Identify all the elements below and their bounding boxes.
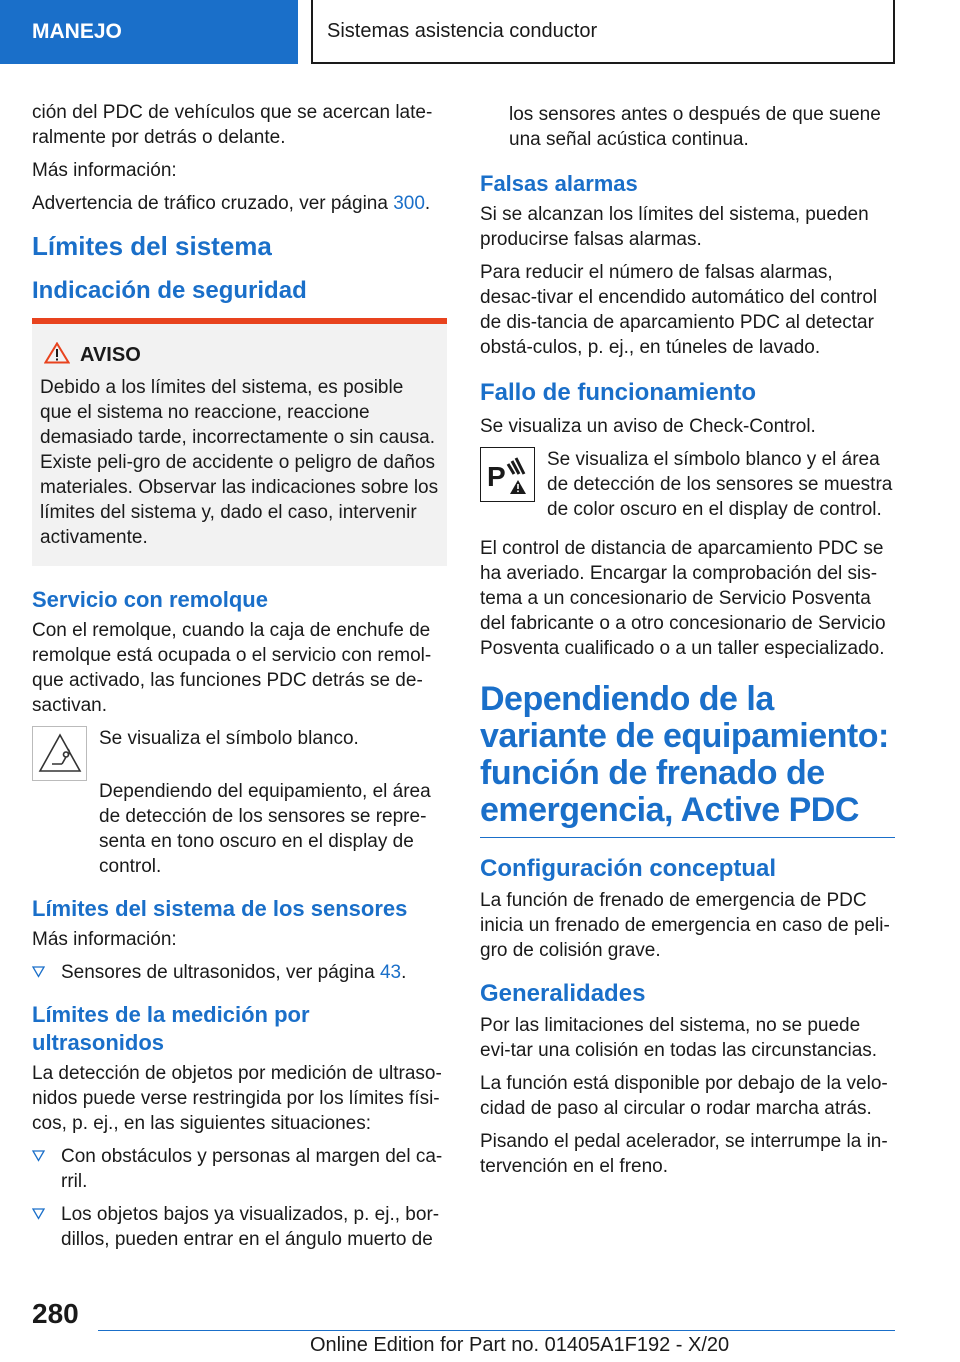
svg-text:P: P bbox=[486, 460, 506, 492]
left-column bbox=[32, 100, 447, 1260]
paragraph: Para reducir el número de falsas alarmas, desac-tivar el encendido automático del control de dis-tancia de aparcamiento PDC al detectar obstá-culos, p. ej., en túneles de lavado. bbox=[480, 262, 878, 358]
paragraph-with-link bbox=[32, 191, 447, 216]
icon-description bbox=[547, 447, 895, 526]
icon-description bbox=[99, 726, 359, 781]
sensor-list bbox=[32, 960, 447, 985]
punctuation: . bbox=[424, 193, 431, 214]
heading-safety-note: Indicación de seguridad bbox=[32, 277, 307, 304]
heading-sensor-limits: Límites del sistema de los sensores bbox=[32, 896, 408, 921]
heading-concept: Configuración conceptual bbox=[480, 855, 777, 882]
footer-rule bbox=[98, 1330, 895, 1331]
right-column bbox=[480, 102, 895, 1187]
page-number: 280 bbox=[32, 1298, 79, 1329]
list-item bbox=[32, 960, 447, 985]
paragraph: ción del PDC de vehículos que se acercan late-ralmente por detrás o delante. bbox=[32, 102, 433, 148]
paragraph: La función está disponible por debajo de la velo-cidad de paso al circular o rodar marcha atrás. bbox=[480, 1073, 888, 1119]
paragraph: Con el remolque, cuando la caja de enchufe de remolque está ocupada o el servicio con remol-que activado, las funciones PDC detrás se de-sactivan. bbox=[32, 620, 432, 716]
list-item-text: Sensores de ultrasonidos, ver página bbox=[61, 962, 380, 983]
triangle-bullet-icon bbox=[32, 1207, 45, 1220]
list-item bbox=[32, 1202, 447, 1252]
paragraph: El control de distancia de aparcamiento PDC se ha averiado. Encargar la comprobación del sis-tema a un concesionario de Servicio Posventa del fabricante o a otro concesionario de Servicio Posventa cualificado o a un taller especializado. bbox=[480, 538, 886, 659]
fault-icon-row bbox=[480, 447, 895, 526]
warning-triangle-icon bbox=[44, 342, 70, 369]
header-section-tab bbox=[0, 0, 298, 64]
list-item-text: Los objetos bajos ya visualizados, p. ej., bor-dillos, pueden entrar en el ángulo muerto de bbox=[61, 1204, 440, 1250]
paragraph-text: Advertencia de tráfico cruzado, ver página bbox=[32, 193, 394, 214]
heading-rule bbox=[480, 837, 895, 838]
ultrasonic-list bbox=[32, 1144, 447, 1252]
paragraph: Se visualiza el símbolo blanco y el área de detección de los sensores se muestra de color oscuro en el display de control. bbox=[547, 449, 893, 520]
paragraph: Por las limitaciones del sistema, no se puede evi-tar una colisión en todas las circunstancias. bbox=[480, 1015, 878, 1061]
heading-system-limits: Límites del sistema bbox=[32, 231, 272, 261]
heading-emergency-braking-variant: Dependiendo de la variante de equipamiento: función de frenado de emergencia, Active PDC bbox=[480, 680, 889, 829]
warning-box bbox=[32, 318, 447, 566]
icon-description-continued: Dependiendo del equipamiento, el área de detección de los sensores se repre-senta en tono oscuro en el display de control. bbox=[99, 781, 431, 877]
warning-title: AVISO bbox=[80, 344, 141, 366]
warning-header bbox=[40, 342, 439, 369]
heading-trailer-mode: Servicio con remolque bbox=[32, 587, 268, 612]
list-item bbox=[32, 1144, 447, 1194]
header-chapter-tab bbox=[311, 0, 895, 64]
warning-text: Debido a los límites del sistema, es posible que el sistema no reaccione, reaccione demasiado tarde, incorrectamente o sin causa. Existe peli-gro de accidente o peligro de daños materiales. Observar las indicaciones sobre los límites del sistema y, dado el caso, intervenir activamente. bbox=[40, 377, 439, 548]
heading-malfunction: Fallo de funcionamiento bbox=[480, 379, 757, 406]
heading-general: Generalidades bbox=[480, 980, 646, 1007]
paragraph: Pisando el pedal acelerador, se interrumpe la in-tervención en el freno. bbox=[480, 1131, 888, 1177]
paragraph-continued: los sensores antes o después de que suene una señal acústica continua. bbox=[509, 104, 881, 150]
footer-edition: Online Edition for Part no. 01405A1F192 - X/20 bbox=[310, 1334, 730, 1356]
list-item-text: Con obstáculos y personas al margen del ca-rril. bbox=[61, 1146, 443, 1192]
page-link-300[interactable]: 300 bbox=[393, 193, 425, 214]
paragraph: La detección de objetos por medición de ultraso-nidos puede verse restringida por los límites físi-cos, p. ej., en las siguientes situaciones: bbox=[32, 1063, 442, 1134]
pdc-fault-icon bbox=[480, 447, 535, 502]
paragraph bbox=[32, 779, 447, 879]
punctuation: . bbox=[401, 962, 407, 983]
triangle-bullet-icon bbox=[32, 965, 45, 978]
triangle-bullet-icon bbox=[32, 1149, 45, 1162]
trailer-warning-icon bbox=[32, 726, 87, 781]
paragraph: Se visualiza el símbolo blanco. bbox=[99, 728, 359, 749]
paragraph: Se visualiza un aviso de Check-Control. bbox=[480, 416, 816, 437]
heading-ultrasonic-limits: Límites de la medición por ultrasonidos bbox=[32, 1002, 310, 1055]
trailer-icon-row bbox=[32, 726, 447, 781]
heading-false-alarms: Falsas alarmas bbox=[480, 171, 638, 196]
paragraph: La función de frenado de emergencia de PDC inicia un frenado de emergencia en caso de peli-gro de colisión grave. bbox=[480, 890, 890, 961]
section-title: MANEJO bbox=[32, 20, 122, 43]
chapter-title: Sistemas asistencia conductor bbox=[327, 19, 598, 42]
paragraph: Si se alcanzan los límites del sistema, pueden producirse falsas alarmas. bbox=[480, 204, 869, 250]
paragraph: Más información: bbox=[32, 160, 177, 181]
page-link-43[interactable]: 43 bbox=[379, 962, 402, 983]
paragraph: Más información: bbox=[32, 929, 177, 950]
